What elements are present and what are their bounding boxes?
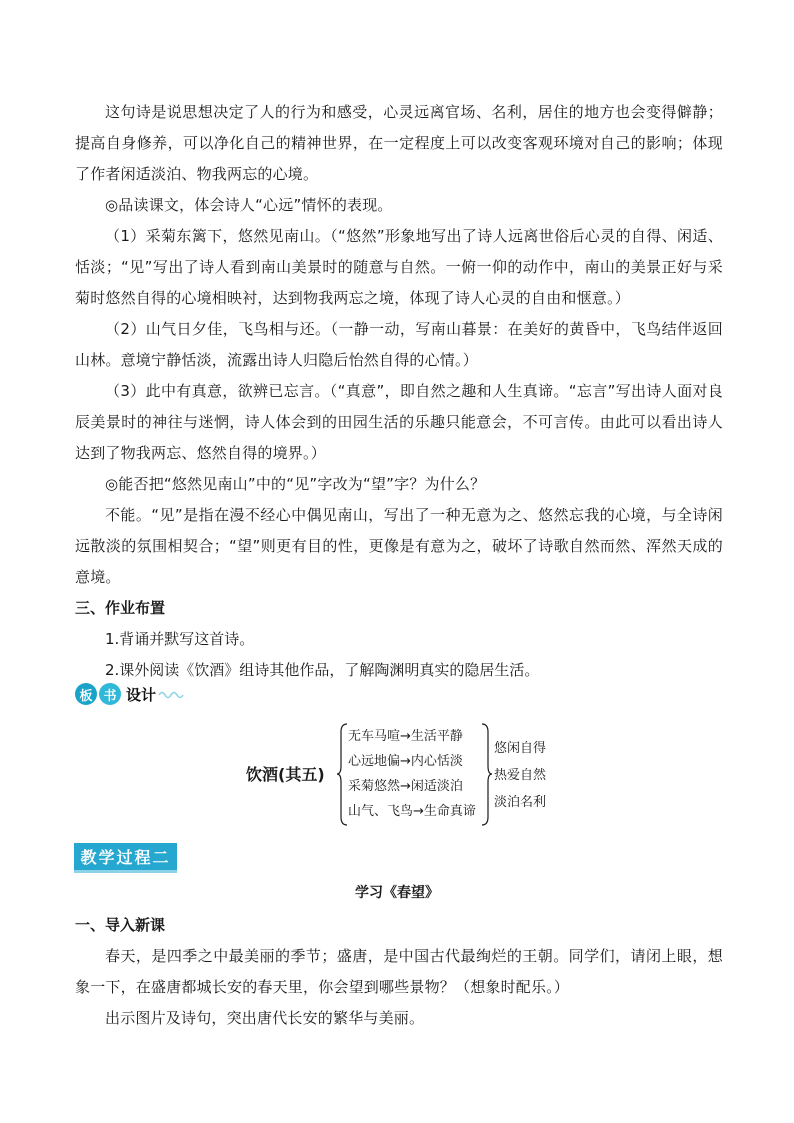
paragraph-question-see: ◎能否把“悠然见南山”中的“见”字改为“望”字？为什么？ (105, 475, 486, 493)
process-two-tag: 教学过程二 (74, 843, 177, 870)
homework-heading: 三、作业布置 (75, 599, 166, 617)
paragraph-question-heart: ◎品读课文，体会诗人“心远”情怀的表现。 (105, 196, 393, 214)
intro-paragraph: 出示图片及诗句，突出唐代长安的繁华与美丽。 (105, 1009, 425, 1027)
banner-char-ban: 板 (75, 683, 97, 705)
left-brace-icon (336, 722, 348, 827)
process-two-underline (74, 870, 177, 873)
homework-item: 2.课外阅读《饮酒》组诗其他作品，了解陶渊明真实的隐居生活。 (105, 661, 540, 679)
board-diagram (246, 722, 566, 827)
board-middle-item: 采菊悠然→闲适淡泊 (348, 779, 463, 794)
board-right-item: 淡泊名利 (494, 795, 547, 810)
board-right-column (494, 735, 546, 816)
intro-paragraph: 春天，是四季之中最美丽的季节；盛唐，是中国古代最绚烂的王朝。同学们，请闭上眼，想象一下，在盛唐都城长安的春天里，你会望到哪些景物？（想象时配乐。） (75, 947, 723, 996)
board-middle-item: 山气、飞鸟→生命真谛 (348, 804, 476, 819)
wave-decoration-icon (158, 689, 184, 699)
banner-char-shu: 书 (99, 683, 121, 705)
intro-heading: 一、导入新课 (75, 916, 166, 934)
page-body (75, 97, 723, 686)
banner-label: 设计 (126, 685, 157, 704)
paragraph-interpretation: 这句诗是说思想决定了人的行为和感受，心灵远离官场、名利，居住的地方也会变得僻静；提高自身修养，可以净化自己的精神世界，在一定程度上可以改变客观环境对自己的影响；体现了作者闲适淡泊、物我两忘的心境。 (75, 103, 723, 183)
right-brace-icon (481, 722, 493, 827)
homework-item: 1.背诵并默写这首诗。 (105, 630, 255, 648)
board-middle-item: 无车马喧→生活平静 (348, 729, 463, 744)
paragraph-analysis-1: （1）采菊东篱下，悠然见南山。（“悠然”形象地写出了诗人远离世俗后心灵的自得、闲适、恬淡；“见”写出了诗人看到南山美景时的随意与自然。一俯一仰的动作中，南山的美景正好与采菊时悠然自得的心境相映衬，达到物我两忘之境，体现了诗人心灵的自由和惬意。） (75, 227, 723, 307)
lesson-title: 学习《春望》 (355, 885, 439, 901)
intro-section (75, 910, 723, 1034)
paragraph-analysis-3: （3）此中有真意，欲辨已忘言。（“真意”，即自然之趣和人生真谛。“忘言”写出诗人面对良辰美景时的神往与迷惘，诗人体会到的田园生活的乐趣只能意会，不可言传。由此可以看出诗人达到了物我两忘、悠然自得的境界。） (75, 382, 723, 462)
board-right-item: 热爱自然 (494, 768, 547, 783)
board-right-item: 悠闲自得 (494, 741, 547, 756)
board-middle-column (348, 724, 476, 824)
board-middle-item: 心远地偏→内心恬淡 (348, 754, 463, 769)
paragraph-analysis-2: （2）山气日夕佳，飞鸟相与还。（一静一动，写南山暮景：在美好的黄昏中，飞鸟结伴返回山林。意境宁静恬淡，流露出诗人归隐后怡然自得的心情。） (75, 320, 723, 369)
paragraph-answer-see: 不能。“见”是指在漫不经心中偶见南山，写出了一种无意为之、悠然忘我的心境，与全诗闲远散淡的氛围相契合；“望”则更有目的性，更像是有意为之，破坏了诗歌自然而然、浑然天成的意境。 (75, 506, 723, 586)
board-design-banner (75, 681, 184, 707)
board-title: 饮酒(其五) (246, 765, 325, 784)
